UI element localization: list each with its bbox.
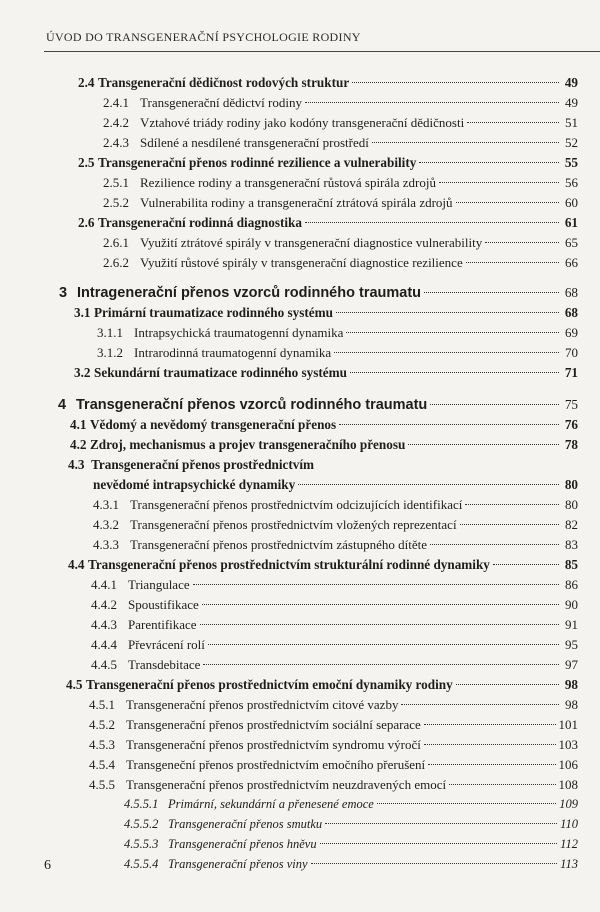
toc-page: 75 — [564, 397, 578, 412]
toc-entry[interactable] — [124, 817, 578, 837]
toc-number: 4.5.5.3 — [124, 837, 159, 851]
toc-number: 2.5 — [78, 155, 95, 170]
toc-page: 70 — [565, 345, 578, 360]
dot-leader — [350, 372, 559, 373]
toc-entry[interactable] — [89, 717, 578, 737]
toc-page: 95 — [565, 637, 578, 652]
toc-page: 113 — [560, 857, 578, 871]
dot-leader — [485, 242, 559, 243]
toc-number: 4.4.5 — [91, 657, 117, 672]
toc-number: 4.5.3 — [89, 737, 115, 752]
dot-leader — [430, 544, 559, 545]
dot-leader — [305, 222, 559, 223]
running-head: ÚVOD DO TRANSGENERAČNÍ PSYCHOLOGIE RODINY — [46, 30, 361, 44]
toc-page: 80 — [564, 477, 578, 492]
toc-title: Transgenerační přenos prostřednictvím zástupného dítěte — [130, 537, 427, 552]
dot-leader — [325, 823, 557, 824]
toc-number: 2.4.2 — [103, 115, 129, 130]
toc-chapter-entry[interactable] — [59, 285, 578, 305]
dot-leader — [203, 664, 559, 665]
toc-entry[interactable] — [103, 135, 578, 155]
toc-entry[interactable] — [91, 637, 578, 657]
toc-entry[interactable] — [89, 697, 578, 717]
toc-entry[interactable] — [93, 537, 578, 557]
toc-entry[interactable] — [78, 155, 578, 175]
toc-page: 61 — [564, 215, 578, 230]
toc-number: 3.1 — [74, 305, 91, 320]
toc-title: Sekundární traumatizace rodinného systému — [94, 365, 347, 380]
toc-title: Využití ztrátové spirály v transgenerační diagnostice vulnerability — [140, 235, 483, 250]
toc-number: 4.5.5.4 — [124, 857, 159, 871]
toc-page: 103 — [558, 737, 578, 752]
toc-chapter-entry[interactable] — [58, 397, 578, 417]
toc-title-continued: nevědomé intrapsychické dynamiky — [93, 477, 296, 492]
toc-number: 4.4.1 — [91, 577, 117, 592]
toc-page: 112 — [560, 837, 578, 851]
toc-title: Transgeneční přenos prostřednictvím emočního přerušení — [126, 757, 426, 772]
toc-entry[interactable] — [66, 677, 578, 697]
toc-title: Transgenerační přenos prostřednictvím — [91, 457, 315, 472]
toc-page: 106 — [558, 757, 578, 772]
dot-leader — [298, 484, 559, 485]
toc-page: 91 — [565, 617, 578, 632]
toc-number: 4.3.1 — [93, 497, 119, 512]
dot-leader — [336, 312, 559, 313]
toc-entry[interactable] — [124, 797, 578, 817]
toc-number: 2.6 — [78, 215, 95, 230]
dot-leader — [339, 424, 559, 425]
toc-page: 109 — [559, 797, 578, 811]
dot-leader — [320, 843, 558, 844]
toc-number: 3 — [59, 285, 68, 301]
toc-number: 4.3 — [68, 457, 85, 472]
toc-number: 4.1 — [70, 417, 87, 432]
toc-entry[interactable] — [124, 837, 578, 857]
dot-leader — [419, 162, 559, 163]
dot-leader — [377, 803, 556, 804]
toc-entry[interactable] — [93, 477, 578, 497]
toc-title: Transgenerační dědictví rodiny — [140, 95, 302, 110]
toc-number: 2.4.3 — [103, 135, 129, 150]
toc-title: Transgenerační přenos prostřednictvím vložených reprezentací — [130, 517, 457, 532]
toc-number: 4.3.2 — [93, 517, 119, 532]
toc-title: Primární, sekundární a přenesené emoce — [168, 797, 374, 811]
toc-number: 4.4 — [68, 557, 85, 572]
toc-number: 4.5.1 — [89, 697, 115, 712]
toc-title: Vulnerabilita rodiny a transgenerační ztrátová spirála zdrojů — [140, 195, 453, 210]
toc-entry[interactable] — [103, 255, 578, 275]
dot-leader — [428, 764, 555, 765]
toc-entry[interactable] — [91, 597, 578, 617]
toc-entry[interactable] — [91, 657, 578, 677]
toc-title: Převrácení rolí — [128, 637, 205, 652]
toc-title: Transgenerační přenos smutku — [168, 817, 323, 831]
toc-number: 2.5.1 — [103, 175, 129, 190]
toc-entry[interactable] — [103, 175, 578, 195]
dot-leader — [456, 684, 559, 685]
toc-title: Intrapsychická traumatogenní dynamika — [134, 325, 344, 340]
toc-page: 98 — [565, 697, 578, 712]
toc-entry[interactable] — [91, 617, 578, 637]
toc-entry[interactable] — [97, 325, 578, 345]
toc-number: 4.4.4 — [91, 637, 117, 652]
toc-title: Spoustifikace — [128, 597, 199, 612]
toc-page: 82 — [565, 517, 578, 532]
toc-page: 69 — [565, 325, 578, 340]
toc-title: Transgenerační přenos hněvu — [168, 837, 317, 851]
toc-page: 110 — [560, 817, 578, 831]
toc-page: 60 — [565, 195, 578, 210]
toc-page: 97 — [565, 657, 578, 672]
toc-title: Transgenerační přenos viny — [168, 857, 308, 871]
toc-title: Parentifikace — [128, 617, 197, 632]
toc-entry[interactable] — [89, 757, 578, 777]
toc-entry[interactable] — [74, 365, 578, 385]
dot-leader — [439, 182, 559, 183]
toc-page: 65 — [565, 235, 578, 250]
dot-leader — [424, 292, 559, 293]
toc-number: 2.6.2 — [103, 255, 129, 270]
toc-entry[interactable] — [97, 345, 578, 365]
header-rule — [44, 51, 600, 52]
toc-title: Transgenerační přenos prostřednictvím odcizujících identifikací — [130, 497, 463, 512]
dot-leader — [424, 724, 556, 725]
dot-leader — [352, 82, 559, 83]
toc-page: 83 — [565, 537, 578, 552]
toc-page: 86 — [565, 577, 578, 592]
toc-page: 98 — [564, 677, 578, 692]
toc-number: 4.5.4 — [89, 757, 115, 772]
toc-number: 4.3.3 — [93, 537, 119, 552]
toc-title: Zdroj, mechanismus a projev transgeneračního přenosu — [90, 437, 406, 452]
dot-leader — [465, 504, 559, 505]
toc-entry[interactable] — [89, 737, 578, 757]
toc-number: 4.5 — [66, 677, 83, 692]
dot-leader — [456, 202, 559, 203]
toc-title: Transgenerační přenos prostřednictvím emoční dynamiky rodiny — [86, 677, 453, 692]
toc-page: 90 — [565, 597, 578, 612]
toc-number: 4.5.5.2 — [124, 817, 159, 831]
page-number: 6 — [44, 858, 51, 873]
toc-number: 2.6.1 — [103, 235, 129, 250]
toc-entry[interactable] — [103, 235, 578, 255]
dot-leader — [208, 644, 559, 645]
toc-page: 49 — [565, 95, 578, 110]
toc-number: 4 — [58, 397, 67, 413]
dot-leader — [430, 404, 559, 405]
toc-page: 68 — [564, 285, 578, 300]
toc-entry[interactable] — [93, 517, 578, 537]
toc-number: 4.5.5 — [89, 777, 115, 792]
toc-number: 4.5.2 — [89, 717, 115, 732]
toc-title: Rezilience rodiny a transgenerační růstová spirála zdrojů — [140, 175, 436, 190]
toc-entry[interactable] — [78, 215, 578, 235]
toc-page: 85 — [564, 557, 578, 572]
dot-leader — [346, 332, 559, 333]
toc-title: Transgenerační přenos vzorců rodinného traumatu — [76, 397, 428, 413]
toc-page: 68 — [564, 305, 578, 320]
toc-title: Primární traumatizace rodinného systému — [94, 305, 333, 320]
toc-title: Transdebitace — [128, 657, 201, 672]
toc-number: 4.4.2 — [91, 597, 117, 612]
toc-page: 78 — [564, 437, 578, 452]
dot-leader — [193, 584, 559, 585]
toc-number: 3.1.1 — [97, 325, 123, 340]
toc-entry[interactable] — [68, 557, 578, 577]
dot-leader — [305, 102, 559, 103]
toc-page: 55 — [564, 155, 578, 170]
toc-title: Využití růstové spirály v transgenerační diagnostice rezilience — [140, 255, 463, 270]
toc-number: 4.2 — [70, 437, 87, 452]
toc-page: 66 — [565, 255, 578, 270]
toc-entry[interactable] — [70, 437, 578, 457]
toc-number: 2.5.2 — [103, 195, 129, 210]
toc-title: Transgenerační přenos prostřednictvím sociální separace — [126, 717, 421, 732]
toc-page: 51 — [565, 115, 578, 130]
toc-page: 56 — [565, 175, 578, 190]
toc-page: 101 — [558, 717, 578, 732]
dot-leader — [334, 352, 559, 353]
toc-number: 3.2 — [74, 365, 91, 380]
toc-title: Vztahové triády rodiny jako kodóny transgenerační dědičnosti — [140, 115, 465, 130]
dot-leader — [460, 524, 559, 525]
toc-title: Transgenerační přenos prostřednictvím syndromu výročí — [126, 737, 421, 752]
toc-title: Triangulace — [128, 577, 190, 592]
toc-entry[interactable] — [74, 305, 578, 325]
dot-leader — [311, 863, 558, 864]
dot-leader — [202, 604, 559, 605]
toc-entry-first-line[interactable] — [68, 457, 314, 473]
toc-title: Transgenerační dědičnost rodových struktur — [98, 75, 350, 90]
toc-title: Sdílené a nesdílené transgenerační prostředí — [140, 135, 369, 150]
toc-entry[interactable] — [124, 857, 578, 877]
toc-entry[interactable] — [103, 195, 578, 215]
toc-entry[interactable] — [78, 75, 578, 95]
toc-title: Intragenerační přenos vzorců rodinného traumatu — [77, 285, 422, 301]
toc-number: 4.5.5.1 — [124, 797, 159, 811]
dot-leader — [467, 122, 559, 123]
toc-page: 80 — [565, 497, 578, 512]
dot-leader — [424, 744, 556, 745]
toc-number: 3.1.2 — [97, 345, 123, 360]
toc-entry[interactable] — [103, 95, 578, 115]
toc-page: 108 — [558, 777, 578, 792]
toc-page: 52 — [565, 135, 578, 150]
dot-leader — [493, 564, 559, 565]
toc-title: Vědomý a nevědomý transgenerační přenos — [90, 417, 337, 432]
dot-leader — [466, 262, 559, 263]
toc-title: Transgenerační přenos prostřednictvím neuzdravených emocí — [126, 777, 447, 792]
toc-title: Transgenerační rodinná diagnostika — [98, 215, 302, 230]
toc-number: 2.4.1 — [103, 95, 129, 110]
toc-entry[interactable] — [70, 417, 578, 437]
toc-title: Transgenerační přenos prostřednictvím strukturální rodinné dynamiky — [88, 557, 490, 572]
toc-title: Intrarodinná traumatogenní dynamika — [134, 345, 332, 360]
toc-entry[interactable] — [103, 115, 578, 135]
toc-page: 71 — [564, 365, 578, 380]
toc-title: Transgenerační přenos rodinné rezilience a vulnerability — [98, 155, 417, 170]
toc-entry[interactable] — [89, 777, 578, 797]
dot-leader — [408, 444, 559, 445]
dot-leader — [372, 142, 559, 143]
toc-number: 2.4 — [78, 75, 95, 90]
toc-entry[interactable] — [91, 577, 578, 597]
dot-leader — [449, 784, 555, 785]
dot-leader — [401, 704, 559, 705]
toc-page: 76 — [564, 417, 578, 432]
toc-title: Transgenerační přenos prostřednictvím citové vazby — [126, 697, 399, 712]
dot-leader — [200, 624, 559, 625]
toc-page: 49 — [564, 75, 578, 90]
toc-number: 4.4.3 — [91, 617, 117, 632]
toc-entry[interactable] — [93, 497, 578, 517]
